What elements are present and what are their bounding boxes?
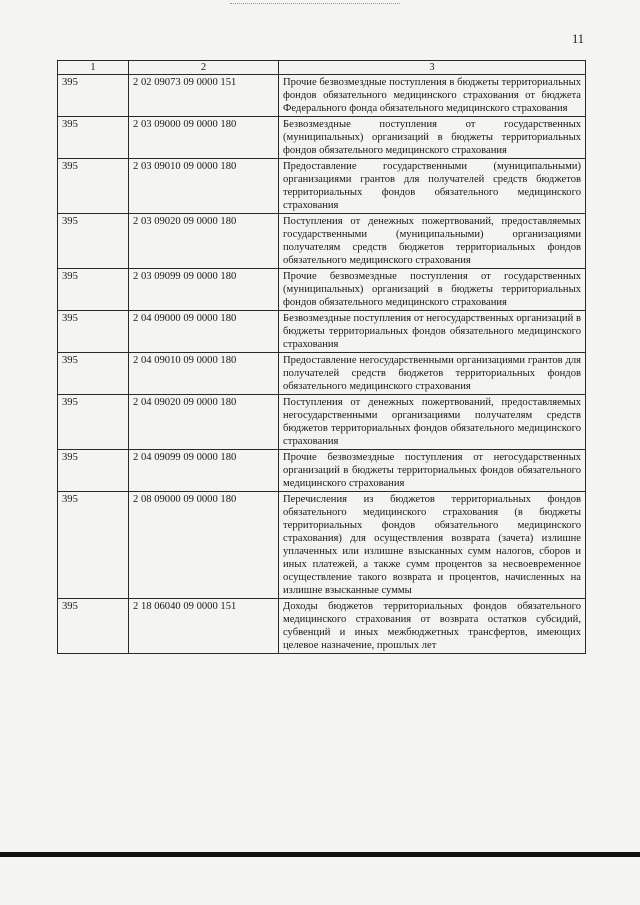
revenue-description-cell: Безвозмездные поступления от государственных (муниципальных) организаций в бюджеты территориальных фондов обязательного медицинского страхования xyxy=(279,117,586,159)
scan-artifact xyxy=(230,3,400,6)
admin-code-cell: 395 xyxy=(58,450,129,492)
table-row xyxy=(58,75,586,117)
column-header-2: 2 xyxy=(129,61,279,75)
table-header-row xyxy=(58,61,586,75)
admin-code-cell: 395 xyxy=(58,492,129,599)
admin-code-cell: 395 xyxy=(58,599,129,654)
budget-classification-code-cell: 2 03 09000 09 0000 180 xyxy=(129,117,279,159)
revenue-description-cell: Прочие безвозмездные поступления от негосударственных организаций в бюджеты территориальных фондов обязательного медицинского страхования xyxy=(279,450,586,492)
budget-classification-code-cell: 2 03 09020 09 0000 180 xyxy=(129,214,279,269)
table-row xyxy=(58,269,586,311)
table-row xyxy=(58,450,586,492)
revenue-description-cell: Перечисления из бюджетов территориальных фондов обязательного медицинского страхования (в бюджеты территориальных фондов обязательного медицинского страхования) для осуществления возврата (зачета) излишне уплаченных или излишне взысканных сумм налогов, сборов и иных платежей, а также сумм процентов за несвоевременное осуществление такого возврата и процентов, начисленных на излишне взысканные суммы xyxy=(279,492,586,599)
table-row xyxy=(58,214,586,269)
revenue-description-cell: Безвозмездные поступления от негосударственных организаций в бюджеты территориальных фондов обязательного медицинского страхования xyxy=(279,311,586,353)
revenue-description-cell: Поступления от денежных пожертвований, предоставляемых негосударственными организациями получателям средств бюджетов территориальных фондов обязательного медицинского страхования xyxy=(279,395,586,450)
table-row xyxy=(58,159,586,214)
column-header-3: 3 xyxy=(279,61,586,75)
table-row xyxy=(58,599,586,654)
budget-classification-code-cell: 2 03 09099 09 0000 180 xyxy=(129,269,279,311)
budget-classification-code-cell: 2 04 09099 09 0000 180 xyxy=(129,450,279,492)
budget-classification-code-cell: 2 18 06040 09 0000 151 xyxy=(129,599,279,654)
admin-code-cell: 395 xyxy=(58,214,129,269)
revenue-description-cell: Предоставление государственными (муниципальными) организациями грантов для получателей средств бюджетов территориальных фондов обязательного медицинского страхования xyxy=(279,159,586,214)
admin-code-cell: 395 xyxy=(58,311,129,353)
admin-code-cell: 395 xyxy=(58,395,129,450)
revenue-description-cell: Прочие безвозмездные поступления в бюджеты территориальных фондов обязательного медицинского страхования от бюджета Федерального фонда обязательного медицинского страхования xyxy=(279,75,586,117)
revenue-description-cell: Прочие безвозмездные поступления от государственных (муниципальных) организаций в бюджеты территориальных фондов обязательного медицинского страхования xyxy=(279,269,586,311)
budget-classification-code-cell: 2 04 09010 09 0000 180 xyxy=(129,353,279,395)
revenue-description-cell: Доходы бюджетов территориальных фондов обязательного медицинского страхования от возврата остатков субсидий, субвенций и иных межбюджетных трансфертов, имеющих целевое назначение, прошлых лет xyxy=(279,599,586,654)
admin-code-cell: 395 xyxy=(58,117,129,159)
column-header-1: 1 xyxy=(58,61,129,75)
table-row xyxy=(58,395,586,450)
admin-code-cell: 395 xyxy=(58,269,129,311)
budget-classification-code-cell: 2 04 09020 09 0000 180 xyxy=(129,395,279,450)
table-row xyxy=(58,353,586,395)
admin-code-cell: 395 xyxy=(58,159,129,214)
budget-classification-code-cell: 2 04 09000 09 0000 180 xyxy=(129,311,279,353)
admin-code-cell: 395 xyxy=(58,75,129,117)
page-number: 11 xyxy=(571,32,584,46)
budget-classification-code-cell: 2 03 09010 09 0000 180 xyxy=(129,159,279,214)
revenue-description-cell: Предоставление негосударственными организациями грантов для получателей средств бюджетов территориальных фондов обязательного медицинского страхования xyxy=(279,353,586,395)
table-row xyxy=(58,311,586,353)
admin-code-cell: 395 xyxy=(58,353,129,395)
revenue-description-cell: Поступления от денежных пожертвований, предоставляемых государственными (муниципальными) организациями получателям средств бюджетов территориальных фондов обязательного медицинского страхования xyxy=(279,214,586,269)
bottom-border-bar xyxy=(0,852,640,857)
budget-classification-code-cell: 2 02 09073 09 0000 151 xyxy=(129,75,279,117)
table-row xyxy=(58,117,586,159)
revenue-codes-table xyxy=(57,60,586,654)
budget-classification-code-cell: 2 08 09000 09 0000 180 xyxy=(129,492,279,599)
table-row xyxy=(58,492,586,599)
